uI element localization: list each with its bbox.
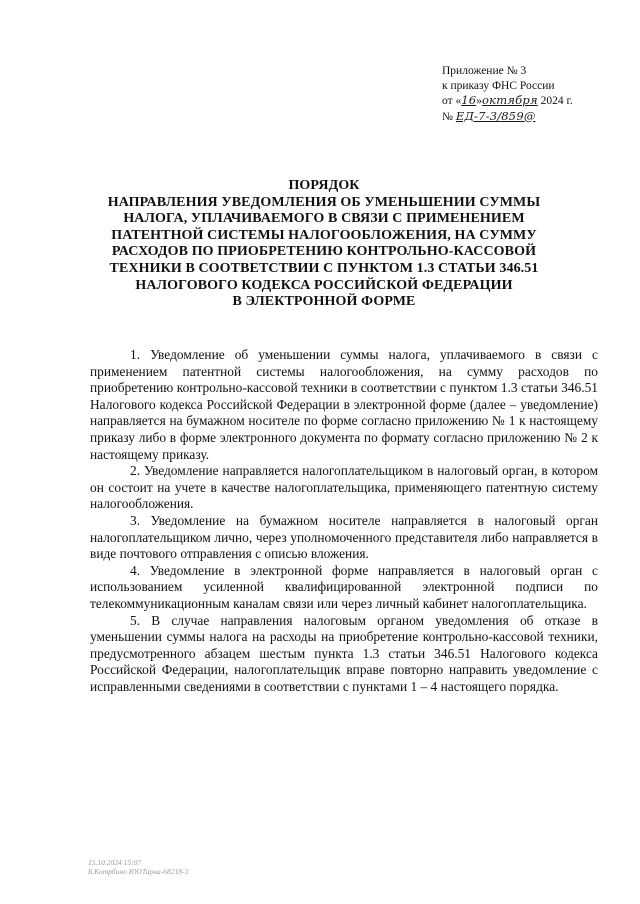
title-line: В ЭЛЕКТРОННОЙ ФОРМЕ <box>232 294 416 310</box>
appendix-order-reference: к приказу ФНС России <box>442 79 555 92</box>
appendix-date <box>442 93 573 109</box>
document-body <box>90 347 598 695</box>
paragraph-3: 3. Уведомление на бумажном носителе направляется в налоговый орган налогоплательщиком лично, через уполномоченного представителя либо направляется в виде почтового отправления с описью вложения. <box>90 512 598 562</box>
paragraph-2: 2. Уведомление направляется налогоплательщиком в налоговый орган, в котором он состоит на учете в качестве налогоплательщика, применяющего патентную систему налогообложения. <box>90 463 598 512</box>
title-line: НАЛОГА, УПЛАЧИВАЕМОГО В СВЯЗИ С ПРИМЕНЕНИЕМ <box>123 211 525 227</box>
paragraph-4: 4. Уведомление в электронной форме направляется в налоговый орган с использованием усиленной квалифицированной электронной подписи по телекоммуникационным каналам связи или через личный кабинет налогоплательщика. <box>90 562 598 611</box>
appendix-title: Приложение № 3 <box>442 65 527 77</box>
date-year: 2024 г. <box>537 95 573 107</box>
title-line: ПАТЕНТНОЙ СИСТЕМЫ НАЛОГООБЛОЖЕНИЯ, НА СУММУ <box>111 227 537 243</box>
paragraph-5: 5. В случае направления налоговым органом уведомления об отказе в уменьшении суммы налога на расходы на приобретение контрольно-кассовой техники, предусмотренного абзацем шестым пункта 1.3 статьи 346.51 Налогового кодекса Российской Федерации, налогоплательщик вправе повторно направить уведомление с исправленными сведениями в соответствии с пунктами 1 – 4 настоящего порядка. <box>90 612 598 694</box>
title-line: НАПРАВЛЕНИЯ УВЕДОМЛЕНИЯ ОБ УМЕНЬШЕНИИ СУММЫ <box>107 194 541 210</box>
appendix-header <box>442 64 573 124</box>
date-prefix: от « <box>442 95 462 107</box>
appendix-number <box>442 109 573 125</box>
footer-timestamp: 15.10.2024 15:07 <box>88 858 142 867</box>
date-mid: » <box>476 95 483 107</box>
footer-stamp <box>88 858 188 876</box>
date-day-handwritten: 16 <box>461 93 477 107</box>
title-line: НАЛОГОВОГО КОДЕКСА РОССИЙСКОЙ ФЕДЕРАЦИИ <box>135 277 513 293</box>
paragraph-1: 1. Уведомление об уменьшении суммы налога, уплачиваемого в связи с применением патентной системы налогообложения, на сумму расходов по приобретению контрольно-кассовой техники в соответствии с пунктом 1.3 статьи 346.51 Налогового кодекса Российской Федерации в электронной форме (далее – уведомление) направляется на бумажном носителе по форме согласно приложению № 1 к настоящему приказу либо в форме электронного документа по формату согласно приложению № 2 к настоящему приказу. <box>90 347 598 462</box>
title-line: ТЕХНИКИ В СООТВЕТСТВИИ С ПУНКТОМ 1.3 СТАТЬИ 346.51 <box>109 260 539 276</box>
number-prefix: № <box>442 110 456 123</box>
title-line: РАСХОДОВ ПО ПРИОБРЕТЕНИЮ КОНТРОЛЬНО-КАССОВОЙ <box>111 244 537 260</box>
number-handwritten: ЕД-7-3/859@ <box>455 108 536 123</box>
footer-file-reference: Б.Котрбино ЮОТарна-68218-3 <box>88 867 189 876</box>
document-title <box>60 178 588 311</box>
title-line: ПОРЯДОК <box>288 178 360 193</box>
date-month-handwritten: октября <box>482 93 538 107</box>
